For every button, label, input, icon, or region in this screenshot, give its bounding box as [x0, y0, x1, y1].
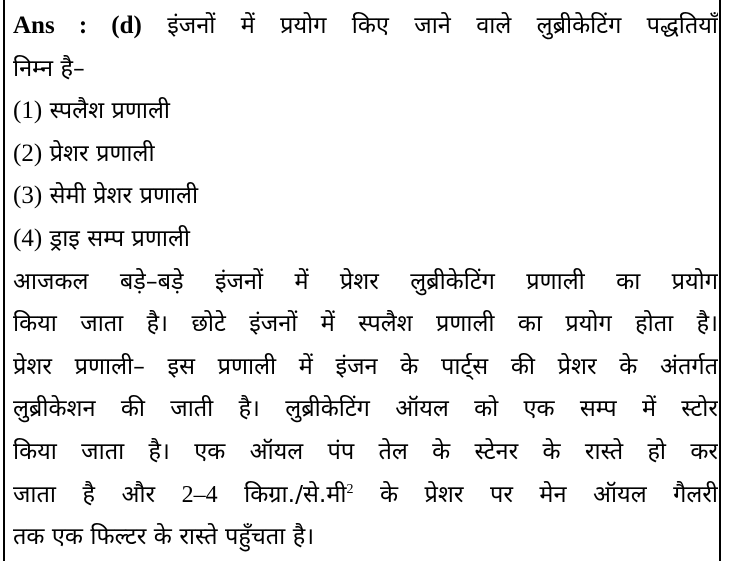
pressure-unit-exponent: 2	[346, 481, 354, 497]
method-item	[13, 217, 718, 260]
pressure-unit	[244, 480, 353, 508]
method-text: स्पलैश प्रणाली	[49, 96, 170, 125]
method-number: (4)	[13, 224, 43, 252]
answer-intro-text-2: निम्न है–	[13, 53, 85, 82]
paragraph-1-line-1: आजकल बड़े–बड़े इंजनों में प्रेशर लुब्रीकेटिंग प्रणाली का प्रयोग	[13, 266, 718, 295]
paragraph-2-line-3: किया जाता है। एक ऑयल पंप तेल के स्टेनर के रास्ते हो कर	[13, 436, 718, 465]
method-item	[13, 174, 718, 217]
answer-box	[3, 0, 721, 561]
paragraph-2-line-4-start: जाता है और	[13, 479, 156, 508]
answer-label: Ans : (d)	[13, 12, 142, 39]
method-text: ड्राइ सम्प प्रणाली	[49, 223, 190, 252]
answer-content	[13, 4, 718, 558]
method-number: (1)	[13, 97, 43, 125]
method-text: सेमी प्रेशर प्रणाली	[49, 181, 199, 210]
method-number: (3)	[13, 182, 43, 210]
method-item	[13, 89, 718, 132]
paragraph-2-line-4	[13, 473, 718, 516]
method-number: (2)	[13, 139, 43, 167]
paragraph-2-line-2: लुब्रीकेशन की जाती है। लुब्रीकेटिंग ऑयल को एक सम्प में स्टोर	[13, 394, 718, 423]
answer-intro-line-2	[13, 47, 718, 90]
paragraph-1-line-2: किया जाता है। छोटे इंजनों में स्पलैश प्रणाली का प्रयोग होता है।	[13, 309, 718, 338]
paragraph-2-line-5: तक एक फिल्टर के रास्ते पहुँचता है।	[13, 522, 315, 551]
answer-intro-line-1	[13, 4, 718, 47]
pressure-unit-text: किग्रा./से.मी	[244, 479, 347, 508]
method-text: प्रेशर प्रणाली	[49, 138, 155, 167]
method-item	[13, 132, 718, 175]
paragraph-2-line-1: प्रेशर प्रणाली– इस प्रणाली में इंजन के पार्ट्स की प्रेशर के अंतर्गत	[13, 351, 718, 380]
paragraph-2-line-4-end: के प्रेशर पर मेन ऑयल गैलरी	[379, 479, 718, 508]
answer-intro-text: इंजनों में प्रयोग किए जाने वाले लुब्रीकेटिंग पद्धतियाँ	[167, 11, 718, 39]
pressure-range: 2–4	[181, 481, 218, 508]
